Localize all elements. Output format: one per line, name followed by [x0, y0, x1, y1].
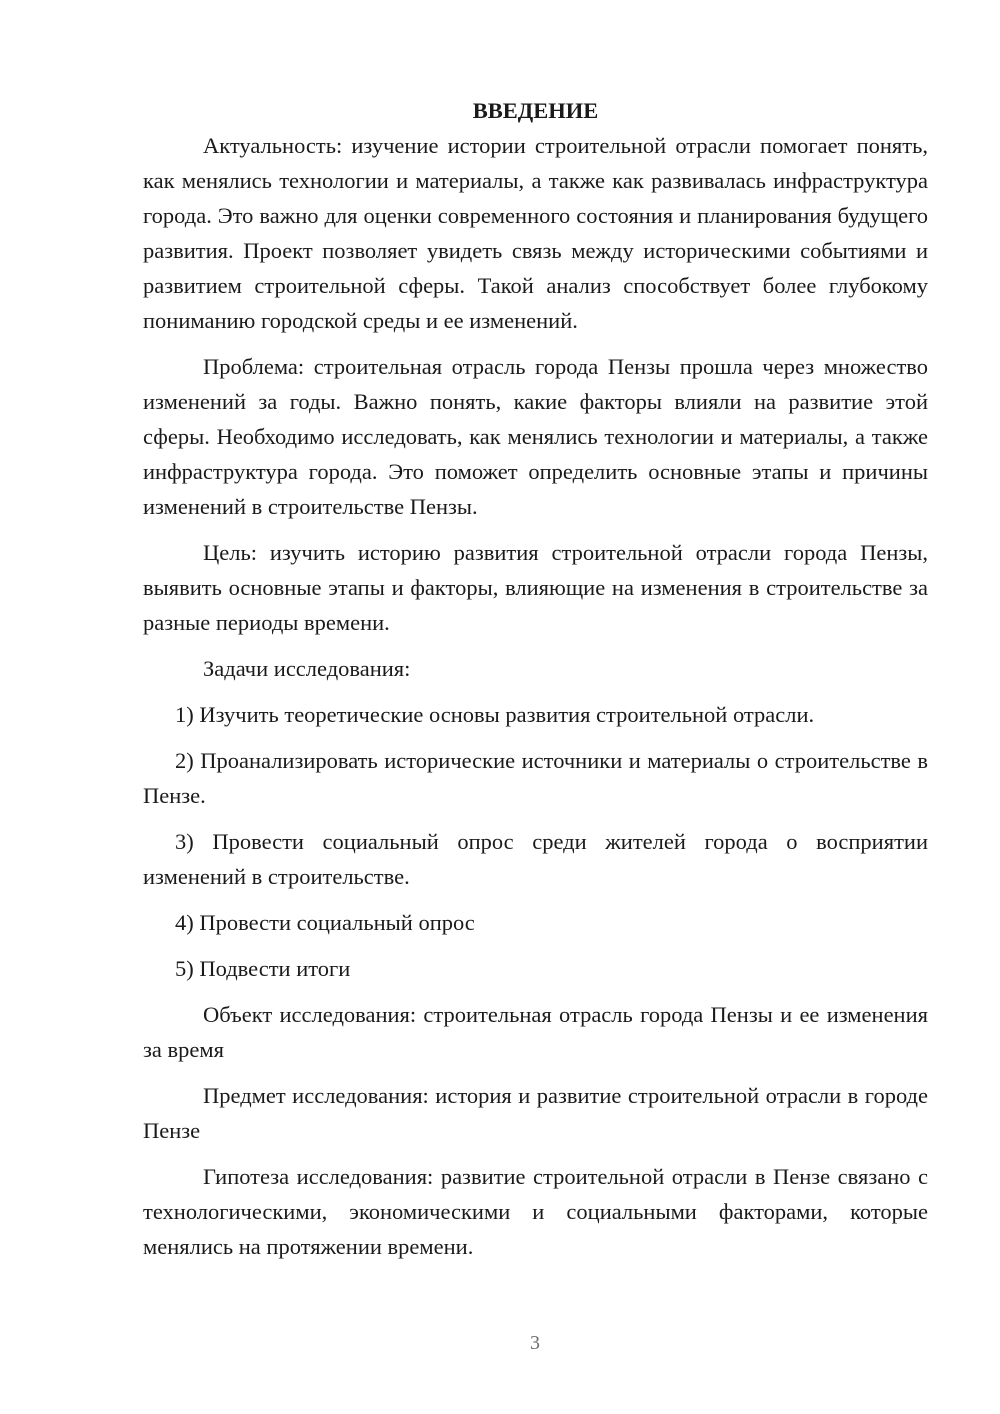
task-item-3: 3) Провести социальный опрос среди жителей города о восприятии изменений в строительстве. — [143, 829, 928, 889]
subject-paragraph: Предмет исследования: история и развитие строительной отрасли в городе Пензе — [143, 1083, 928, 1143]
object-paragraph: Объект исследования: строительная отрасль города Пензы и ее изменения за время — [143, 1002, 928, 1062]
tasks-heading: Задачи исследования: — [203, 656, 411, 681]
task-item-5: 5) Подвести итоги — [175, 956, 351, 981]
goal-paragraph: Цель: изучить историю развития строительной отрасли города Пензы, выявить основные этапы и факторы, влияющие на изменения в строительстве за разные периоды времени. — [143, 540, 928, 635]
task-item-2: 2) Проанализировать исторические источники и материалы о строительстве в Пензе. — [143, 748, 928, 808]
page-title: ВВЕДЕНИЕ — [472, 98, 599, 123]
document-body — [143, 93, 928, 1275]
task-item-1: 1) Изучить теоретические основы развития строительной отрасли. — [175, 702, 815, 727]
page-number: 3 — [530, 1332, 540, 1354]
hypothesis-paragraph: Гипотеза исследования: развитие строительной отрасли в Пензе связано с технологическими, экономическими и социальными факторами, которые менялись на протяжении времени. — [143, 1164, 928, 1259]
problem-paragraph: Проблема: строительная отрасль города Пензы прошла через множество изменений за годы. Важно понять, какие факторы влияли на развитие этой сферы. Необходимо исследовать, как менялись технологии и материалы, а также инфраструктура города. Это поможет определить основные этапы и причины изменений в строительстве Пензы. — [143, 354, 928, 519]
relevance-paragraph: Актуальность: изучение истории строительной отрасли помогает понять, как менялись технологии и материалы, а также как развивалась инфраструктура города. Это важно для оценки современного состояния и планирования будущего развития. Проект позволяет увидеть связь между историческими событиями и развитием строительной сферы. Такой анализ способствует более глубокому пониманию городской среды и ее изменений. — [143, 133, 928, 333]
task-item-4: 4) Провести социальный опрос — [175, 910, 475, 935]
